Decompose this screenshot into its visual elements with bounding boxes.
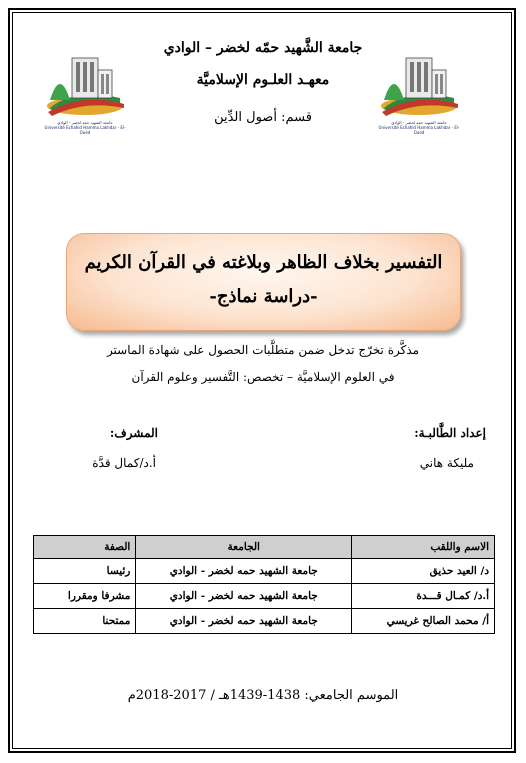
member-name: أ/ محمد الصالح غريسي [352,609,495,634]
thesis-title: التفسير بخلاف الظاهر وبلاغته في القرآن الكريم [84,252,443,273]
committee-table [33,535,495,634]
member-university: جامعة الشهيد حمه لخضر - الوادي [136,559,352,584]
column-header-name: الاسم واللقب [352,536,495,559]
logo-caption-latin: Université Echahid Hamma Lakhdar - El-Oued [44,125,126,135]
member-university: جامعة الشهيد حمه لخضر - الوادي [136,584,352,609]
member-name: أ.د/ كمـال قـــدة [352,584,495,609]
university-logo-left [44,48,126,135]
logo-caption-latin: Université Echahid Hamma Lakhdar - El-Oued [378,125,460,135]
member-role: مشرفا ومقررا [34,584,136,609]
member-role: رئيسا [34,559,136,584]
table-row [34,559,495,584]
memo-specialization: في العلوم الإسلاميَّة – تخصص: التَّفسير وعلوم القرآن [131,370,395,384]
logo-caption-arabic: جامعة الشهيد حمه لخضر - الوادي [57,120,113,125]
member-role: ممتحنا [34,609,136,634]
column-header-university: الجامعة [136,536,352,559]
thesis-subtitle: -دراسة نماذج- [209,286,318,307]
table-row [34,584,495,609]
table-header-row [34,536,495,559]
member-name: د/ العيد حذيق [352,559,495,584]
logo-caption [44,120,126,135]
column-header-role: الصفة [34,536,136,559]
academic-season: الموسم الجامعي: 1438-1439هـ / 2017-2018م [127,688,399,703]
supervisor-name: أ.د/كمال قدَّة [92,456,156,470]
prepared-by-label: إعداد الطَّالبـة: [414,426,486,440]
thesis-title-box [66,233,461,331]
memo-description: مذكَّرة تخرّج تدخل ضمن متطلَّبات الحصول على شهادة الماستر [106,343,420,357]
university-building-icon [44,48,126,120]
student-name: مليكة هاني [419,456,474,470]
institute-name: معهـد العلـوم الإسلاميَّة [196,72,330,88]
department-name: قسم: أصول الدِّين [214,110,312,125]
supervisor-label: المشرف: [109,426,158,440]
table-row [34,609,495,634]
logo-caption-arabic: جامعة الشهيد حمه لخضر - الوادي [391,120,447,125]
member-university: جامعة الشهيد حمه لخضر - الوادي [136,609,352,634]
university-name: جامعة الشَّهيد حمّه لخضر – الوادي [163,40,363,56]
